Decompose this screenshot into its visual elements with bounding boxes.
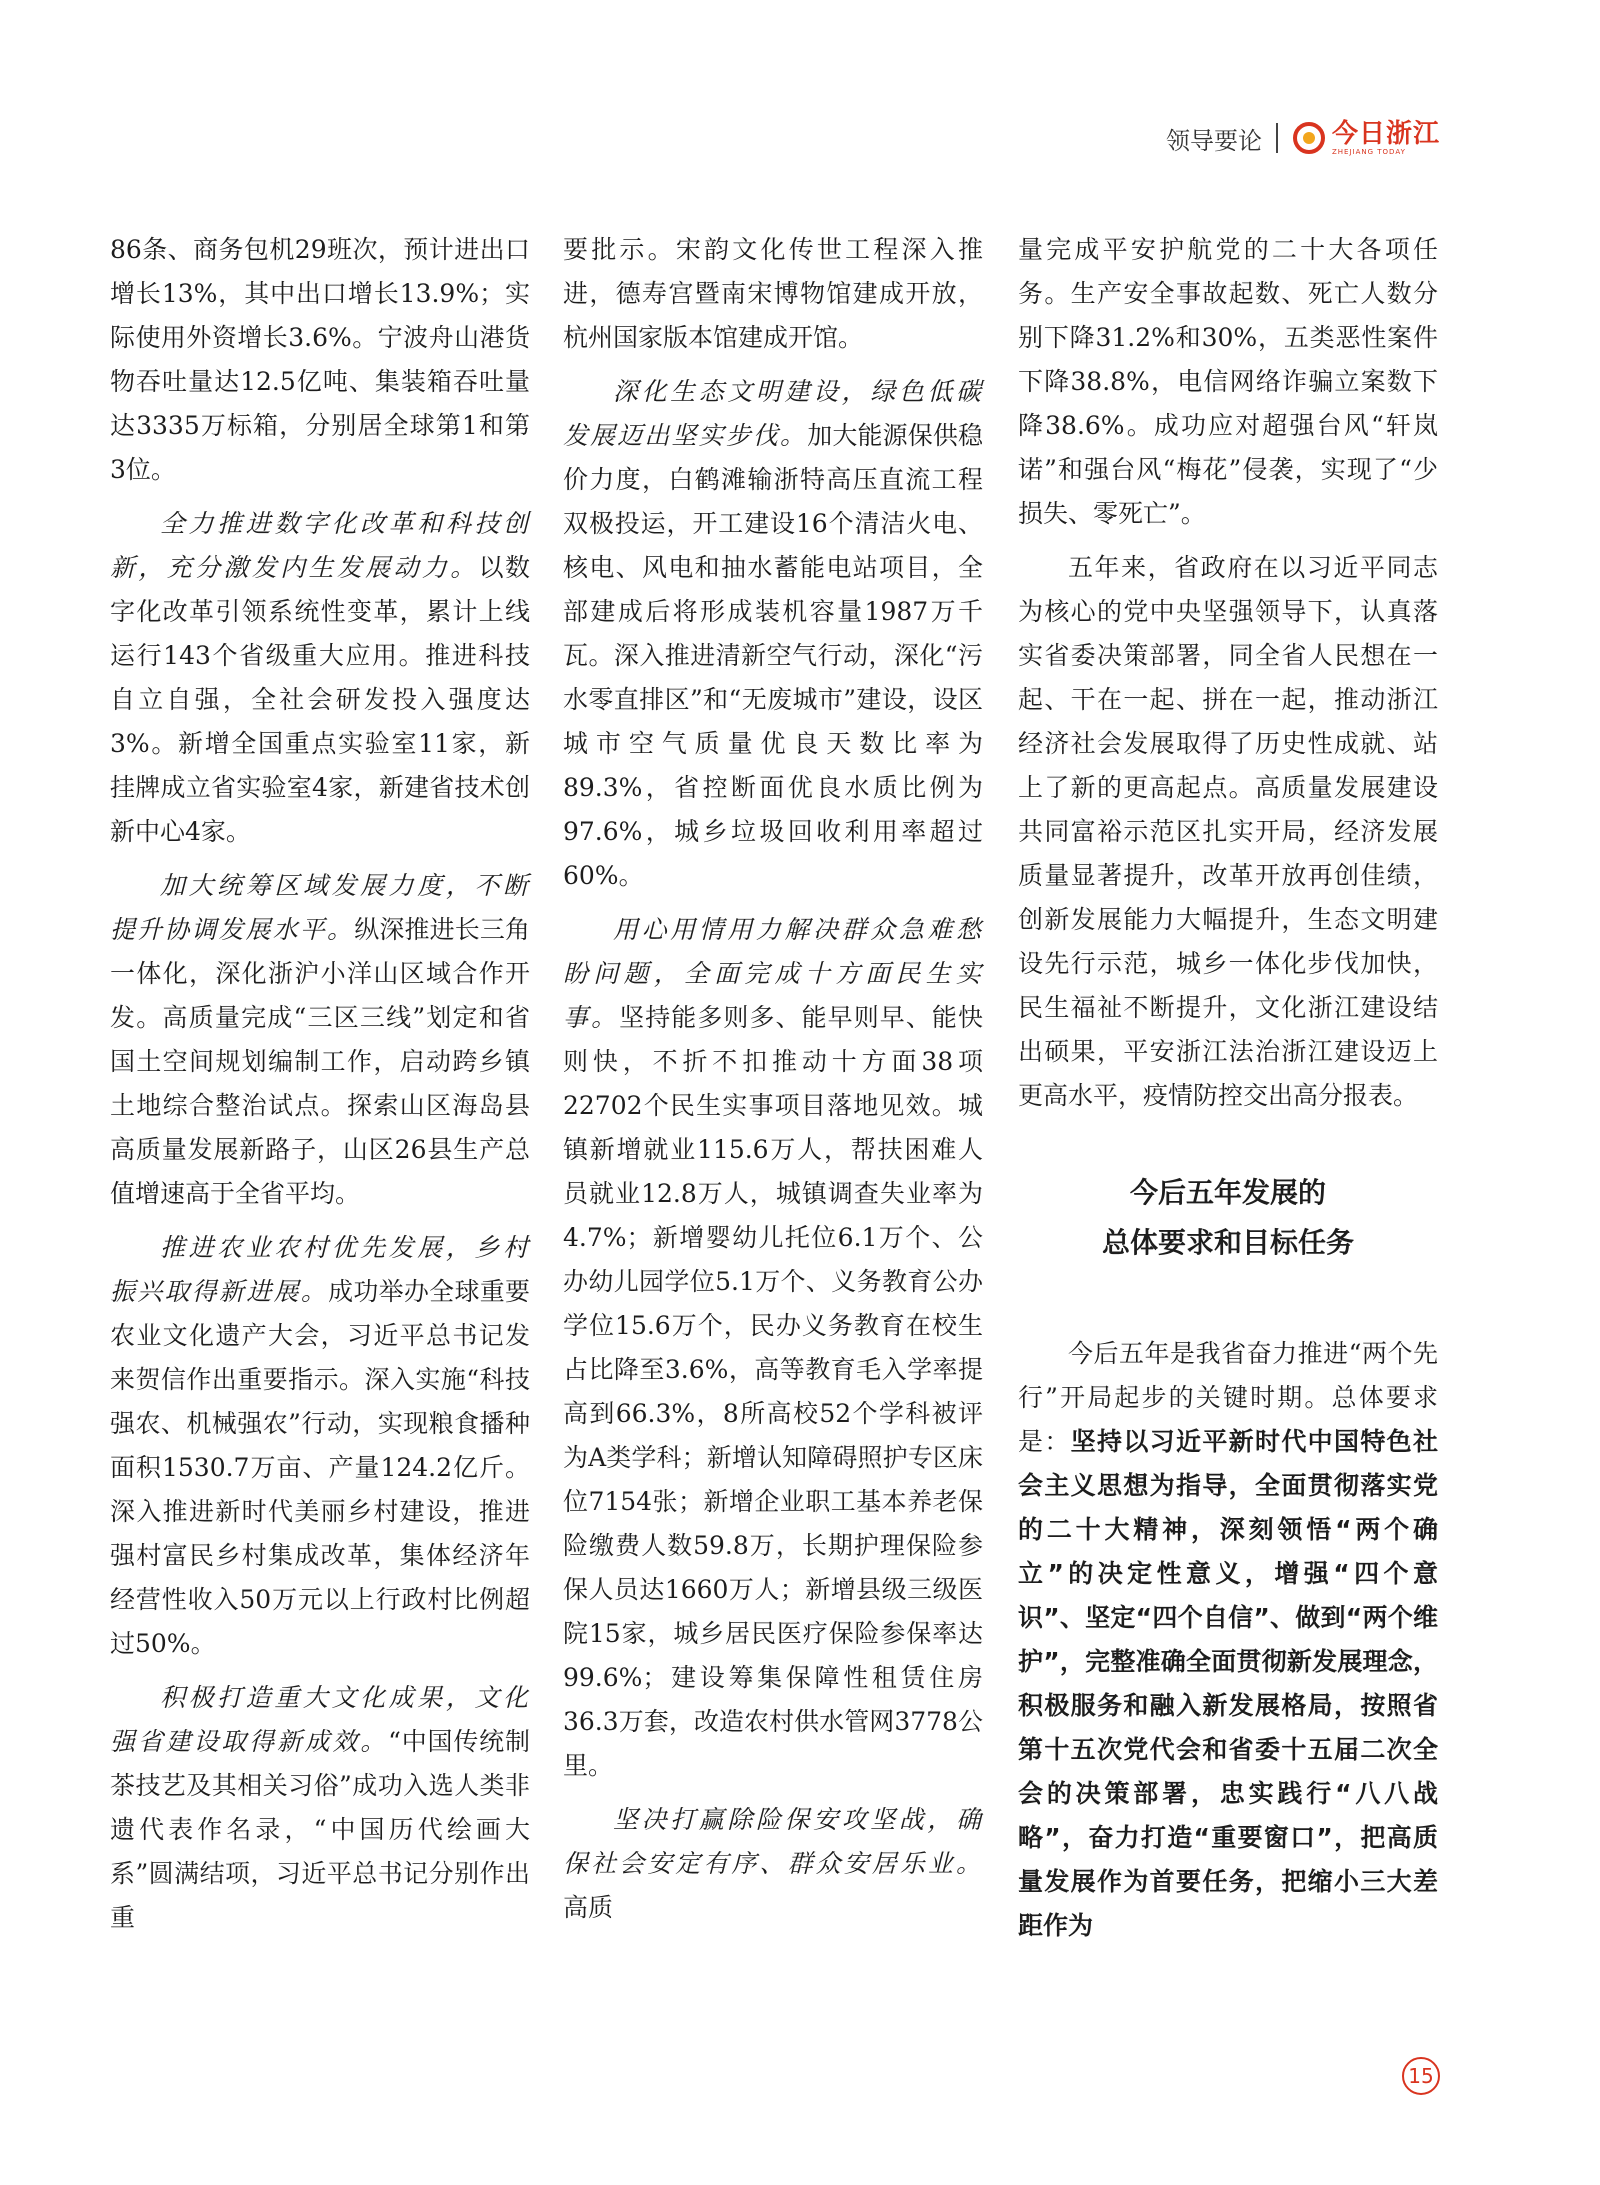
paragraph-emphasis: 坚持以习近平新时代中国特色社会主义思想为指导，全面贯彻落实党的二十大精神，深刻领悟“两个确立”的决定性意义，增强“四个意识”、坚定“四个自信”、做到“两个维护”，完整准确全面贯彻新发展理念，积极服务和融入新发展格局，按照省第十五次党代会和省委十五届二次全会的决策部署，忠实践行“八八战略”，奋力打造“重要窗口”，把高质量发展作为首要任务，把缩小三大差距作为 [1018, 1427, 1438, 1940]
section-label: 领导要论 [1165, 126, 1262, 155]
paragraph-body: 高质 [563, 1893, 614, 1922]
paragraph [563, 370, 983, 898]
paragraph-lead: 加大统筹区域发展力度，不断提升协调发展水平。 [110, 871, 530, 944]
paragraph [110, 864, 530, 1216]
paragraph [1018, 1332, 1438, 1948]
magazine-logo [1292, 118, 1440, 156]
page-header [1166, 118, 1440, 158]
paragraph-lead: 用心用情用力解决群众急难愁盼问题，全面完成十方面民生实事。 [563, 915, 983, 1032]
paragraph [563, 908, 983, 1788]
paragraph: 五年来，省政府在以习近平同志为核心的党中央坚强领导下，认真落实省委决策部署，同全省人民想在一起、干在一起、拼在一起，推动浙江经济社会发展取得了历史性成就、站上了新的更高起点。高质量发展建设共同富裕示范区扎实开局，经济发展质量显著提升，改革开放再创佳绩，创新发展能力大幅提升，生态文明建设先行示范，城乡一体化步伐加快，民生福祉不断提升，文化浙江建设结出硕果，平安浙江法治浙江建设迈上更高水平，疫情防控交出高分报表。 [1018, 553, 1438, 1110]
article-column-2 [563, 228, 983, 1930]
article-column-3 [1018, 228, 1438, 1948]
paragraph-body: 加大能源保供稳价力度，白鹤滩输浙特高压直流工程双极投运，开工建设16个清洁火电、核电、风电和抽水蓄能电站项目，全部建成后将形成装机容量1987万千瓦。深入推进清新空气行动，深化“污水零直排区”和“无废城市”建设，设区城市空气质量优良天数比率为89.3%，省控断面优良水质比例为97.6%，城乡垃圾回收利用率超过60%。 [563, 421, 983, 890]
logo-emblem-icon [1292, 121, 1326, 155]
paragraph-lead: 坚决打赢除险保安攻坚战，确保社会安定有序、群众安居乐业。 [563, 1805, 983, 1878]
logo-english-text: ZHEJIANG TODAY [1331, 147, 1406, 156]
paragraph-body: “中国传统制茶技艺及其相关习俗”成功入选人类非遗代表作名录，“中国历代绘画大系”圆满结项，习近平总书记分别作出重 [110, 1727, 530, 1932]
paragraph-lead: 推进农业农村优先发展，乡村振兴取得新进展。 [110, 1233, 530, 1306]
section-heading-line: 总体要求和目标任务 [1101, 1226, 1354, 1259]
paragraph-lead: 深化生态文明建设，绿色低碳发展迈出坚实步伐。 [563, 377, 983, 450]
section-heading [1018, 1168, 1438, 1268]
article-column-1 [110, 228, 530, 1940]
paragraph: 要批示。宋韵文化传世工程深入推进，德寿宫暨南宋博物馆建成开放，杭州国家版本馆建成开馆。 [563, 235, 983, 352]
logo-chinese-text: 今日浙江 [1331, 118, 1440, 149]
paragraph-body: 成功举办全球重要农业文化遗产大会，习近平总书记发来贺信作出重要指示。深入实施“科技强农、机械强农”行动，实现粮食播种面积1530.7万亩、产量124.2亿斤。深入推进新时代美丽乡村建设，推进强村富民乡村集成改革，集体经济年经营性收入50万元以上行政村比例超过50%。 [110, 1277, 530, 1658]
paragraph [110, 502, 530, 854]
paragraph: 86条、商务包机29班次，预计进出口增长13%，其中出口增长13.9%；实际使用外资增长3.6%。宁波舟山港货物吞吐量达12.5亿吨、集装箱吞吐量达3335万标箱，分别居全球第1和第3位。 [110, 235, 530, 484]
paragraph-body: 坚持能多则多、能早则早、能快则快，不折不扣推动十方面38项22702个民生实事项目落地见效。城镇新增就业115.6万人，帮扶困难人员就业12.8万人，城镇调查失业率为4.7%；新增婴幼儿托位6.1万个、公办幼儿园学位5.1万个、义务教育公办学位15.6万个，民办义务教育在校生占比降至3.6%，高等教育毛入学率提高到66.3%，8所高校52个学科被评为A类学科；新增认知障碍照护专区床位7154张；新增企业职工基本养老保险缴费人数59.8万，长期护理保险参保人员达1660万人；新增县级三级医院15家，城乡居民医疗保险参保率达99.6%；建设筹集保障性租赁住房36.3万套，改造农村供水管网3778公里。 [563, 1003, 983, 1780]
page-number: 15 [1402, 2057, 1440, 2095]
paragraph-body: 纵深推进长三角一体化，深化浙沪小洋山区域合作开发。高质量完成“三区三线”划定和省国土空间规划编制工作，启动跨乡镇土地综合整治试点。探索山区海岛县高质量发展新路子，山区26县生产总值增速高于全省平均。 [110, 915, 530, 1208]
paragraph [110, 1226, 530, 1666]
paragraph-lead: 积极打造重大文化成果，文化强省建设取得新成效。 [110, 1683, 530, 1756]
header-divider [1276, 123, 1278, 153]
paragraph-body: 今后五年是我省奋力推进“两个先行”开局起步的关键时期。总体要求是： [1018, 1339, 1438, 1456]
paragraph-lead: 全力推进数字化改革和科技创新，充分激发内生发展动力。 [110, 509, 530, 582]
section-heading-line: 今后五年发展的 [1129, 1176, 1326, 1209]
paragraph [563, 1798, 983, 1930]
paragraph: 量完成平安护航党的二十大各项任务。生产安全事故起数、死亡人数分别下降31.2%和30%，五类恶性案件下降38.8%，电信网络诈骗立案数下降38.6%。成功应对超强台风“轩岚诺”和强台风“梅花”侵袭，实现了“少损失、零死亡”。 [1018, 235, 1438, 528]
paragraph-body: 以数字化改革引领系统性变革，累计上线运行143个省级重大应用。推进科技自立自强，全社会研发投入强度达3%。新增全国重点实验室11家，新挂牌成立省实验室4家，新建省技术创新中心4家。 [110, 553, 530, 846]
paragraph [110, 1676, 530, 1940]
